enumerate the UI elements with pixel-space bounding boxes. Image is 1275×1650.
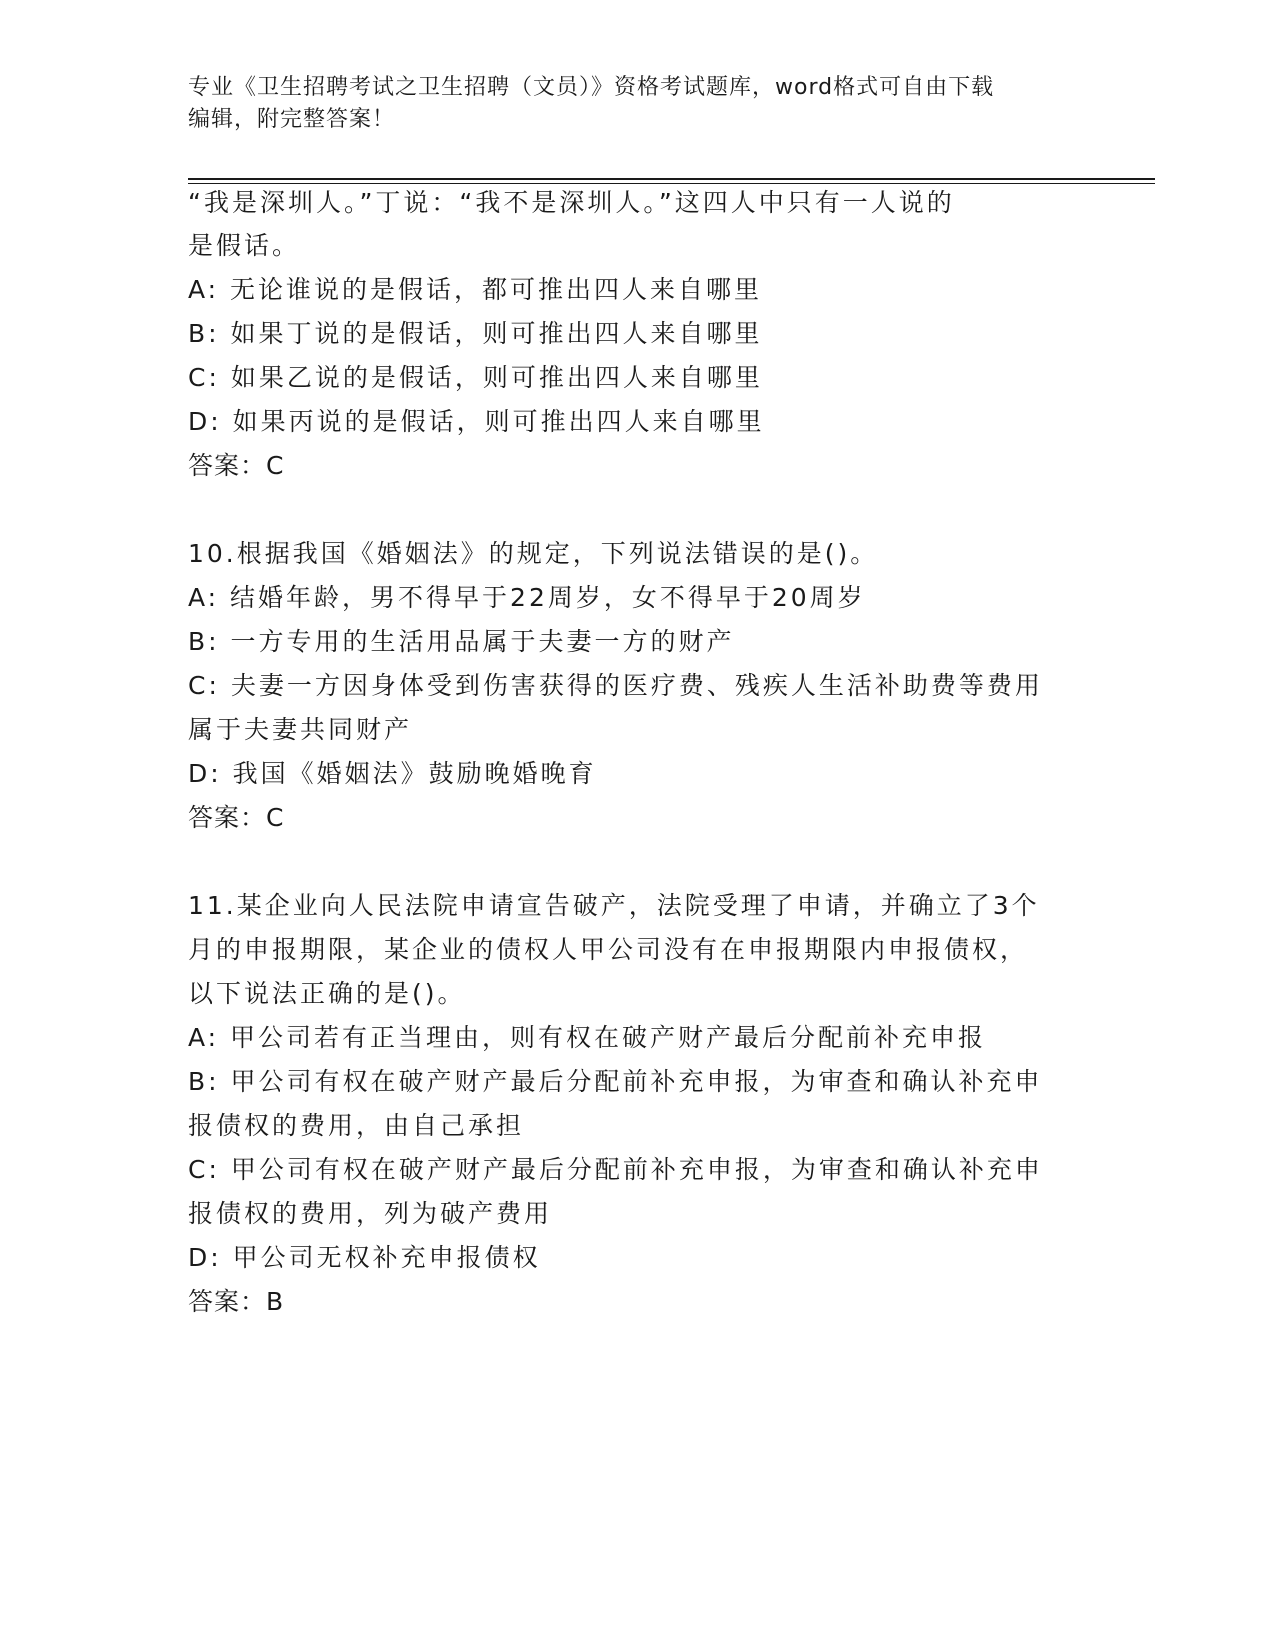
q11-option-a: A: 甲公司若有正当理由，则有权在破产财产最后分配前补充申报	[188, 1023, 987, 1052]
q10-option-b: B: 一方专用的生活用品属于夫妻一方的财产	[188, 627, 735, 656]
q11-stem-line-1: 11.某企业向人民法院申请宣告破产，法院受理了申请，并确立了3个	[188, 891, 1040, 920]
q10-answer: 答案：C	[188, 803, 285, 832]
q9-option-c: C: 如果乙说的是假话，则可推出四人来自哪里	[188, 363, 763, 392]
q9-option-d: D: 如果丙说的是假话，则可推出四人来自哪里	[188, 407, 765, 436]
q10-option-d: D: 我国《婚姻法》鼓励晚婚晚育	[188, 759, 597, 788]
q10-option-c-line-2: 属于夫妻共同财产	[188, 715, 413, 744]
header-divider-thin	[188, 183, 1155, 184]
document-header	[188, 72, 1088, 136]
q10-option-c-line-1: C: 夫妻一方因身体受到伤害获得的医疗费、残疾人生活补助费等费用	[188, 671, 1043, 700]
q11-answer: 答案：B	[188, 1287, 285, 1316]
q10-stem-line-1: 10.根据我国《婚姻法》的规定，下列说法错误的是()。	[188, 539, 879, 568]
q11-stem-line-3: 以下说法正确的是()。	[188, 979, 466, 1008]
q10-option-a: A: 结婚年龄，男不得早于22周岁，女不得早于20周岁	[188, 583, 866, 612]
q9-stem-line-2: 是假话。	[188, 231, 301, 260]
q11-option-c-line-2: 报债权的费用，列为破产费用	[188, 1199, 553, 1228]
header-line-1: 专业《卫生招聘考试之卫生招聘（文员）》资格考试题库，word格式可自由下载	[188, 75, 995, 100]
header-divider-thick	[188, 178, 1155, 180]
q9-stem-line-1: “我是深圳人。”丁说：“我不是深圳人。”这四人中只有一人说的	[188, 188, 955, 217]
q9-option-b: B: 如果丁说的是假话，则可推出四人来自哪里	[188, 319, 763, 348]
q9-option-a: A: 无论谁说的是假话，都可推出四人来自哪里	[188, 275, 763, 304]
q9-answer: 答案：C	[188, 451, 285, 480]
q11-option-b-line-1: B: 甲公司有权在破产财产最后分配前补充申报，为审查和确认补充申	[188, 1067, 1043, 1096]
q11-option-d: D: 甲公司无权补充申报债权	[188, 1243, 541, 1272]
q11-option-c-line-1: C: 甲公司有权在破产财产最后分配前补充申报，为审查和确认补充申	[188, 1155, 1043, 1184]
q11-stem-line-2: 月的申报期限，某企业的债权人甲公司没有在申报期限内申报债权，	[188, 935, 1029, 964]
q11-option-b-line-2: 报债权的费用，由自己承担	[188, 1111, 525, 1140]
header-line-2: 编辑，附完整答案！	[188, 107, 396, 132]
